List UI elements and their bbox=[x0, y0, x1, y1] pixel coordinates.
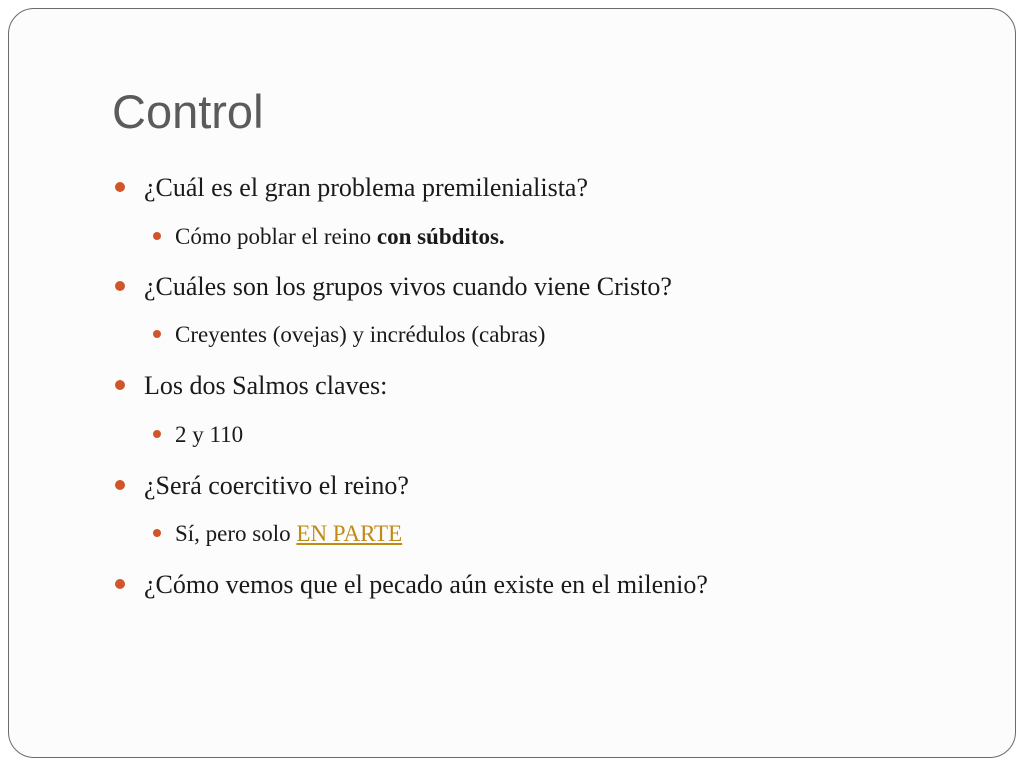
bullet-item bbox=[144, 172, 588, 203]
bullet-text: Sí, pero solo bbox=[175, 521, 297, 546]
en-parte-link[interactable]: EN PARTE bbox=[296, 521, 403, 546]
bullet-dot-icon bbox=[115, 380, 125, 390]
bullet-item bbox=[144, 370, 387, 401]
bullet-text: ¿Será coercitivo el reino? bbox=[144, 471, 409, 500]
sub-bullet-item bbox=[175, 223, 505, 251]
slide-title: Control bbox=[112, 85, 264, 138]
bullet-text: Creyentes (ovejas) y incrédulos (cabras) bbox=[175, 322, 546, 347]
bullet-dot-icon bbox=[153, 430, 161, 438]
bullet-item bbox=[144, 271, 672, 302]
sub-bullet-item bbox=[175, 421, 243, 449]
bullet-text: ¿Cuáles son los grupos vivos cuando viene Cristo? bbox=[144, 272, 672, 301]
bullet-text: ¿Cuál es el gran problema premilenialista? bbox=[144, 173, 588, 202]
bullet-bold-text: con súbditos. bbox=[376, 224, 505, 249]
bullet-text: 2 y 110 bbox=[175, 422, 244, 447]
bullet-dot-icon bbox=[115, 480, 125, 490]
bullet-dot-icon bbox=[153, 330, 161, 338]
sub-bullet-item bbox=[175, 520, 402, 548]
bullet-dot-icon bbox=[153, 529, 161, 537]
bullet-text: ¿Cómo vemos que el pecado aún existe en el milenio? bbox=[144, 570, 708, 599]
bullet-item bbox=[144, 569, 708, 600]
bullet-text: Los dos Salmos claves: bbox=[144, 371, 388, 400]
bullet-dot-icon bbox=[115, 281, 125, 291]
bullet-dot-icon bbox=[115, 182, 125, 192]
bullet-item bbox=[144, 470, 409, 501]
bullet-dot-icon bbox=[153, 232, 161, 240]
bullet-text: Cómo poblar el reino bbox=[175, 224, 377, 249]
sub-bullet-item bbox=[175, 321, 545, 349]
bullet-dot-icon bbox=[115, 579, 125, 589]
